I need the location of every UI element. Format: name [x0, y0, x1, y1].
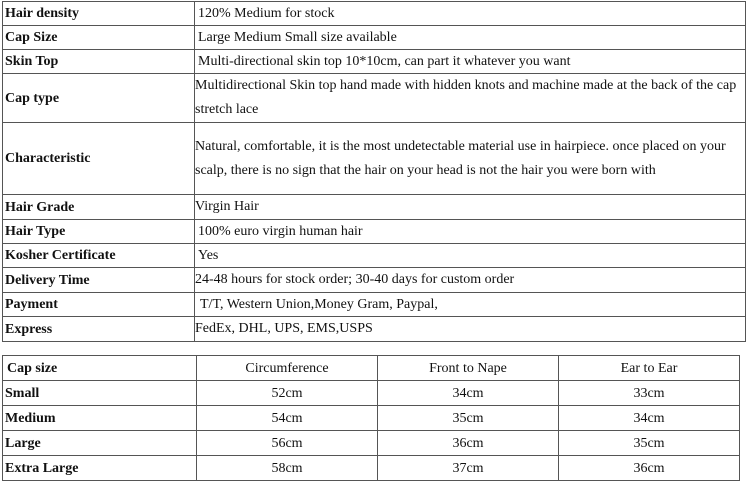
spec-label: Cap type	[3, 74, 195, 123]
size-row	[3, 431, 740, 456]
spec-row	[3, 293, 746, 317]
spec-value: Natural, comfortable, it is the most undetectable material use in hairpiece. once placed on your scalp, there is no sign that the hair on your head is not the hair you were born with	[195, 123, 746, 195]
size-header-circumference: Circumference	[197, 356, 378, 381]
spec-value: Virgin Hair	[195, 195, 746, 220]
size-ear-to-ear: 35cm	[559, 431, 740, 456]
size-row	[3, 406, 740, 431]
size-front-to-nape: 37cm	[378, 456, 559, 481]
spec-label: Delivery Time	[3, 268, 195, 293]
spec-label: Cap Size	[3, 26, 195, 50]
size-circumference: 56cm	[197, 431, 378, 456]
spec-label: Express	[3, 317, 195, 342]
size-front-to-nape: 35cm	[378, 406, 559, 431]
spec-row	[3, 195, 746, 220]
spec-value: 24-48 hours for stock order; 30-40 days for custom order	[195, 268, 746, 293]
size-circumference: 52cm	[197, 381, 378, 406]
spec-label: Hair Grade	[3, 195, 195, 220]
spec-value: FedEx, DHL, UPS, EMS,USPS	[195, 317, 746, 342]
spec-row	[3, 123, 746, 195]
spec-label: Skin Top	[3, 50, 195, 74]
spec-value: 120% Medium for stock	[195, 2, 746, 26]
spec-row	[3, 74, 746, 123]
size-ear-to-ear: 36cm	[559, 456, 740, 481]
spec-row	[3, 2, 746, 26]
spec-value: Yes	[195, 244, 746, 268]
size-header-ear-to-ear: Ear to Ear	[559, 356, 740, 381]
size-name: Small	[3, 381, 197, 406]
spec-row	[3, 317, 746, 342]
spec-value: Multi-directional skin top 10*10cm, can part it whatever you want	[195, 50, 746, 74]
size-front-to-nape: 34cm	[378, 381, 559, 406]
spec-value: T/T, Western Union,Money Gram, Paypal,	[195, 293, 746, 317]
size-header-row	[3, 356, 740, 381]
size-front-to-nape: 36cm	[378, 431, 559, 456]
size-row	[3, 456, 740, 481]
spec-label: Kosher Certificate	[3, 244, 195, 268]
spec-row	[3, 244, 746, 268]
spec-label: Payment	[3, 293, 195, 317]
size-row	[3, 381, 740, 406]
spec-label: Hair density	[3, 2, 195, 26]
size-name: Medium	[3, 406, 197, 431]
size-circumference: 58cm	[197, 456, 378, 481]
spec-value: 100% euro virgin human hair	[195, 220, 746, 244]
size-name: Extra Large	[3, 456, 197, 481]
spec-label: Hair Type	[3, 220, 195, 244]
spec-label: Characteristic	[3, 123, 195, 195]
size-header-cap: Cap size	[3, 356, 197, 381]
cap-size-table	[2, 355, 740, 481]
spec-value: Large Medium Small size available	[195, 26, 746, 50]
spec-row	[3, 220, 746, 244]
size-ear-to-ear: 34cm	[559, 406, 740, 431]
size-ear-to-ear: 33cm	[559, 381, 740, 406]
spec-row	[3, 268, 746, 293]
size-header-front-to-nape: Front to Nape	[378, 356, 559, 381]
size-name: Large	[3, 431, 197, 456]
size-circumference: 54cm	[197, 406, 378, 431]
spec-row	[3, 26, 746, 50]
spec-value: Multidirectional Skin top hand made with hidden knots and machine made at the back of the cap stretch lace	[195, 74, 746, 123]
product-spec-table	[2, 1, 746, 342]
spec-row	[3, 50, 746, 74]
